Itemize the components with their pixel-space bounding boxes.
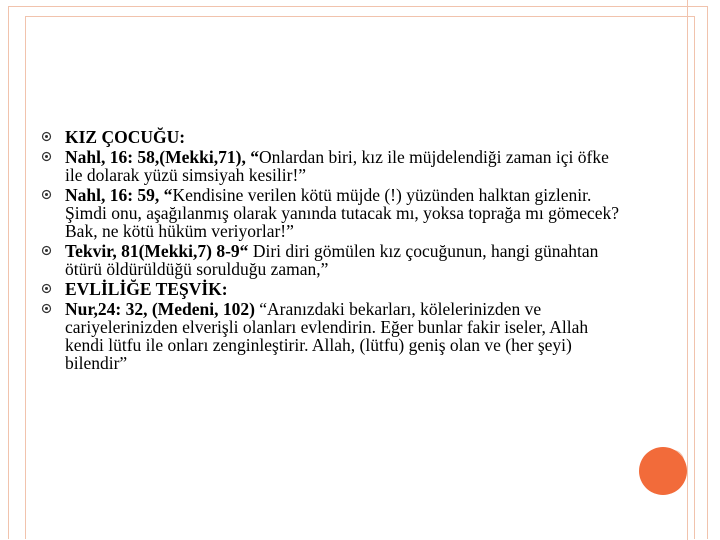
bullet-item-kiz-cocugu (40, 128, 630, 146)
item-text: Kendisine verilen kötü müjde (!) yüzünden halktan gizlenir. Şimdi onu, aşağılanmış olarak yanında tutacak mı, yoksa toprağa mı gömecek? Bak, ne kötü hüküm veriyorlar!” (65, 185, 620, 241)
bullet-item-nahl-59 (40, 186, 630, 240)
sun-bullet-icon (40, 302, 53, 315)
item-heading: EVLİLİĞE TEŞVİK: (65, 279, 228, 299)
slide-content (40, 128, 630, 374)
sun-bullet-icon (40, 150, 53, 163)
sun-bullet-icon (40, 244, 53, 257)
decorative-circle-orange (639, 447, 687, 495)
sun-bullet-icon (40, 188, 53, 201)
item-text: Diri diri gömülen kız çocuğunun, hangi günahtan ötürü öldürüldüğü sorulduğu zaman,” (65, 241, 599, 279)
item-heading: Tekvir, 81(Mekki,7) 8-9“ (65, 241, 249, 261)
item-text: Onlardan biri, kız ile müjdelendiği zaman içi öfke ile dolarak yüzü simsiyah kesilir!” (65, 147, 609, 185)
item-heading: Nur,24: 32, (Medeni, 102) (65, 299, 255, 319)
item-heading: KIZ ÇOCUĞU: (65, 127, 186, 147)
item-heading: Nahl, 16: 59, “ (65, 185, 173, 205)
sun-bullet-icon (40, 130, 53, 143)
sun-bullet-icon (40, 282, 53, 295)
decorative-line (687, 0, 688, 540)
bullet-item-tekvir (40, 242, 630, 278)
item-text: “Aranızdaki bekarları, kölelerinizden ve cariyelerinizden elverişli olanları evlendirin. Eğer bunlar fakir iseler, Allah kendi lütfu ile onları zenginleştirir. Allah, (lütfu) geniş olan ve (her şeyi) bilendir” (65, 299, 589, 373)
bullet-item-evlilige-tesvik (40, 280, 630, 298)
item-heading: Nahl, 16: 58,(Mekki,71), “ (65, 147, 259, 167)
bullet-item-nur (40, 300, 630, 372)
bullet-item-nahl-58 (40, 148, 630, 184)
